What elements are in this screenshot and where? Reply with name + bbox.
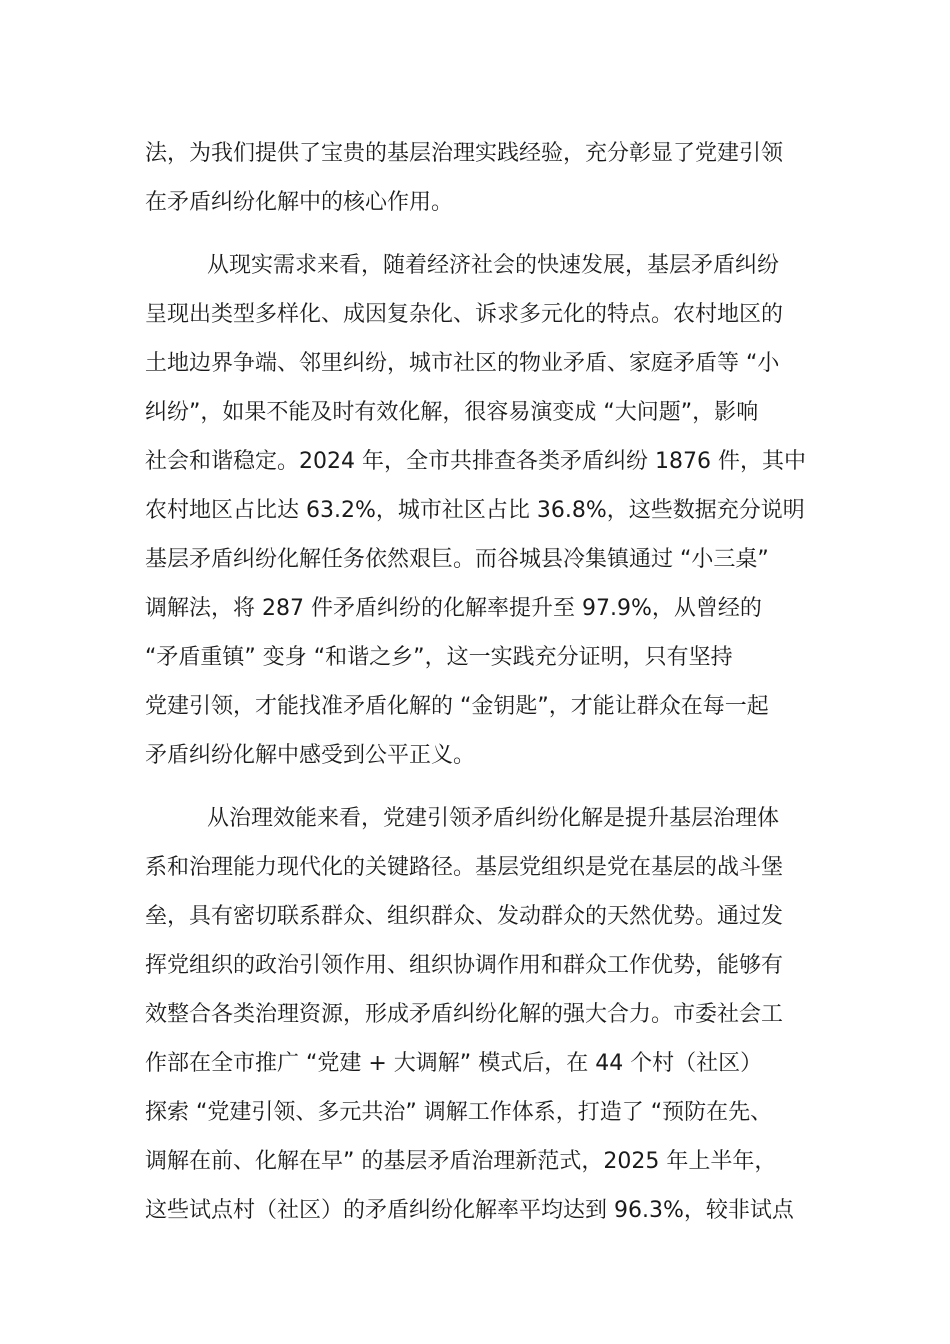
paragraph [145, 129, 825, 227]
text-line: 社会和谐稳定。2024 年，全市共排查各类矛盾纠纷 1876 件，其中 [145, 449, 806, 474]
text-line: 土地边界争端、邻里纠纷，城市社区的物业矛盾、家庭矛盾等 “小 [145, 351, 780, 376]
text-line: 在矛盾纠纷化解中的核心作用。 [145, 190, 454, 215]
text-line: 探索 “党建引领、多元共治” 调解工作体系，打造了 “预防在先、 [145, 1100, 773, 1125]
text-line: 党建引领，才能找准矛盾化解的 “金钥匙”，才能让群众在每一起 [145, 694, 769, 719]
paragraph [145, 241, 825, 780]
text-line: 系和治理能力现代化的关键路径。基层党组织是党在基层的战斗堡 [145, 855, 784, 880]
text-line: 挥党组织的政治引领作用、组织协调作用和群众工作优势，能够有 [145, 953, 784, 978]
text-line: 从治理效能来看，党建引领矛盾纠纷化解是提升基层治理体 [207, 806, 780, 831]
text-line: 作部在全市推广 “党建 + 大调解” 模式后，在 44 个村（社区） [145, 1051, 763, 1076]
text-line: 这些试点村（社区）的矛盾纠纷化解率平均达到 96.3%，较非试点 [145, 1198, 794, 1223]
text-line: 调解在前、化解在早” 的基层矛盾治理新范式，2025 年上半年， [145, 1149, 777, 1174]
text-line: 法，为我们提供了宝贵的基层治理实践经验，充分彰显了党建引领 [145, 141, 784, 166]
text-line: 垒，具有密切联系群众、组织群众、发动群众的天然优势。通过发 [145, 904, 784, 929]
text-line: 基层矛盾纠纷化解任务依然艰巨。而谷城县冷集镇通过 “小三桌” [145, 547, 769, 572]
text-line: “矛盾重镇” 变身 “和谐之乡”，这一实践充分证明，只有坚持 [145, 645, 733, 670]
text-line: 呈现出类型多样化、成因复杂化、诉求多元化的特点。农村地区的 [145, 302, 784, 327]
text-line: 从现实需求来看，随着经济社会的快速发展，基层矛盾纠纷 [207, 253, 780, 278]
paragraph [145, 794, 825, 1235]
text-line: 纠纷”，如果不能及时有效化解，很容易演变成 “大问题”，影响 [145, 400, 759, 425]
text-line: 效整合各类治理资源，形成矛盾纠纷化解的强大合力。市委社会工 [145, 1002, 784, 1027]
text-line: 农村地区占比达 63.2%，城市社区占比 36.8%，这些数据充分说明 [145, 498, 805, 523]
document-body [145, 129, 825, 1235]
text-line: 调解法，将 287 件矛盾纠纷的化解率提升至 97.9%，从曾经的 [145, 596, 762, 621]
text-line: 矛盾纠纷化解中感受到公平正义。 [145, 743, 476, 768]
